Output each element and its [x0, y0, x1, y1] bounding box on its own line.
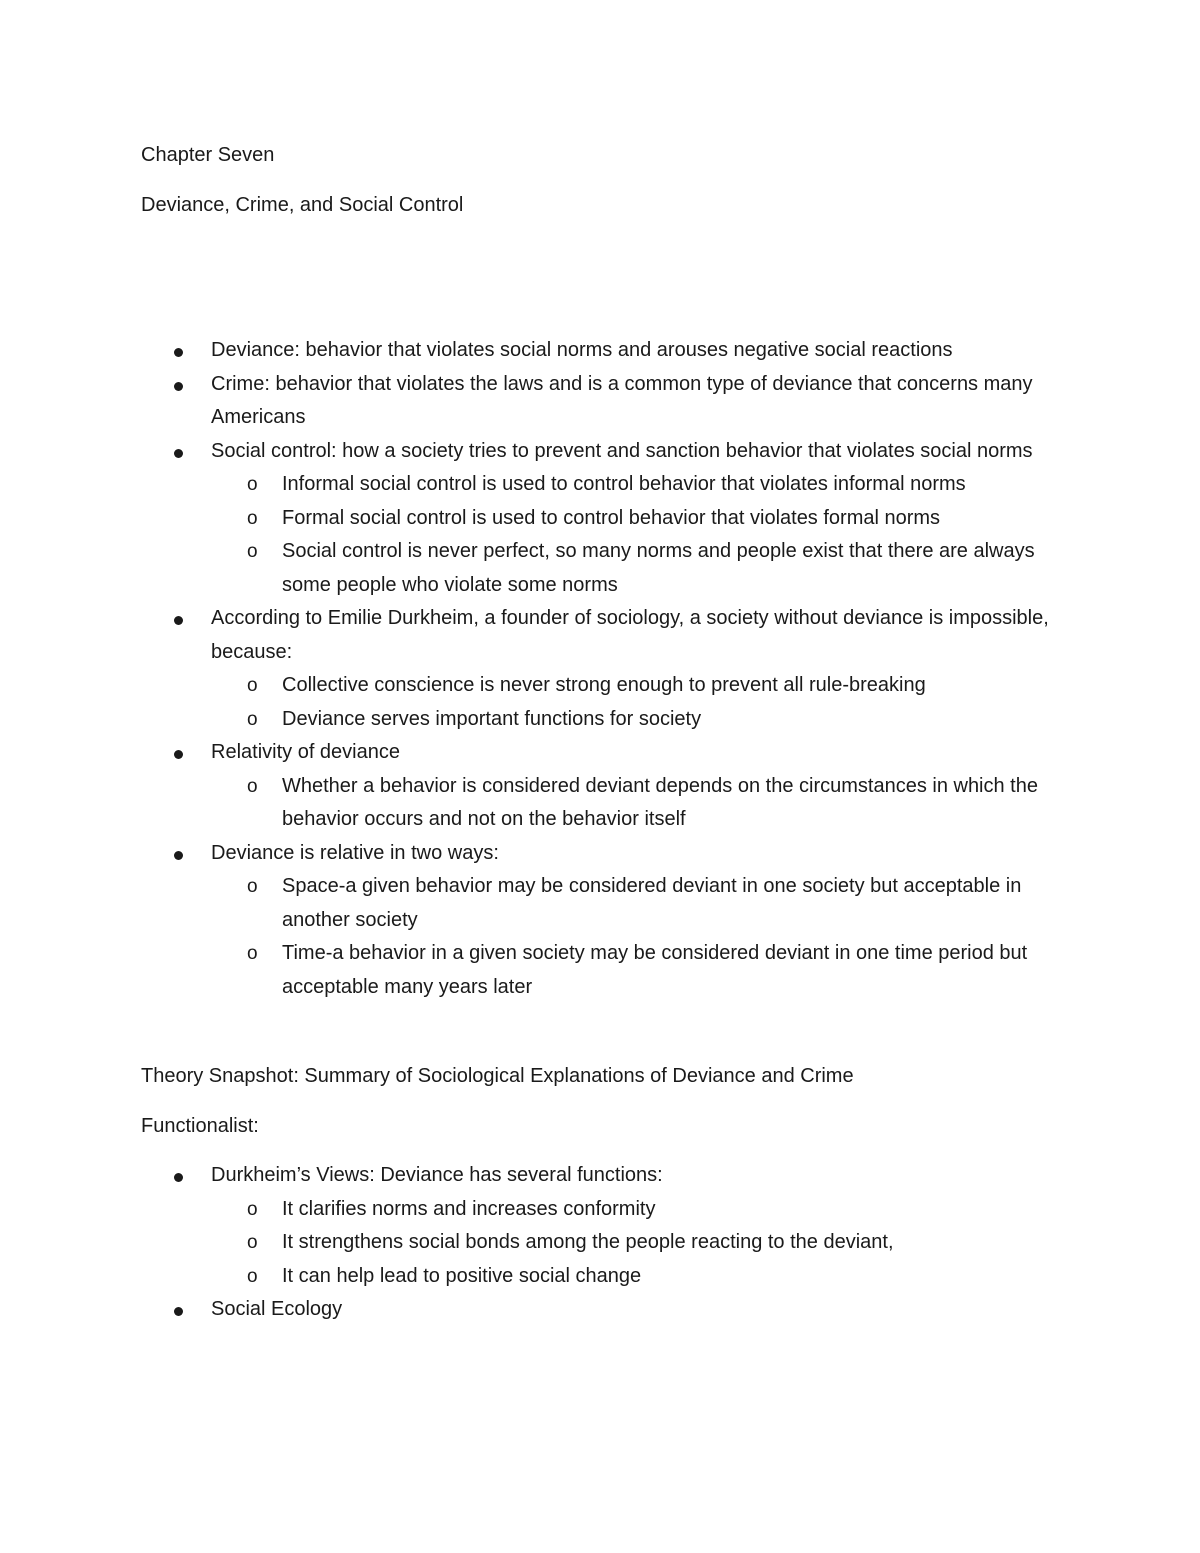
hollow-bullet-icon: o [247, 775, 258, 797]
sub-list [211, 770, 1061, 837]
section-heading: Theory Snapshot: Summary of Sociological Explanations of Deviance and Crime [141, 1065, 854, 1087]
list-item: Relativity of deviance o Whether a behavior is considered deviant depends on the circumstances in which the behavior occurs and not on the behavior itself [141, 736, 1061, 837]
list-item: Deviance is relative in two ways: o Space-a given behavior may be considered deviant in one society but acceptable in another society o Time-a behavior in a given society may be considered deviant in one time period but acceptable many years later [141, 837, 1061, 1005]
sub-list-item: o It clarifies norms and increases conformity [211, 1193, 1061, 1227]
sub-list-item: o It can help lead to positive social change [211, 1260, 1061, 1294]
sub-list-item: o Formal social control is used to control behavior that violates formal norms [211, 502, 1061, 536]
sub-list-item: o Informal social control is used to control behavior that violates informal norms [211, 468, 1061, 502]
hollow-bullet-icon: o [247, 474, 258, 495]
sub-list-item: o Time-a behavior in a given society may be considered deviant in one time period but acceptable many years later [211, 937, 1061, 1004]
hollow-bullet-icon: o [247, 1265, 258, 1287]
bullet-icon [174, 1307, 183, 1316]
bullet-icon [174, 382, 183, 391]
spacer [141, 1094, 1061, 1110]
document-page [141, 139, 1061, 1327]
hollow-bullet-icon: o [247, 1232, 258, 1253]
bullet-icon [174, 616, 183, 625]
hollow-bullet-icon: o [247, 943, 258, 964]
bullet-icon [174, 750, 183, 759]
list-item: Durkheim’s Views: Deviance has several functions: o It clarifies norms and increases conformity o It strengthens social bonds among the people reacting to the deviant, o It can help lead to positive social change [141, 1159, 1061, 1293]
hollow-bullet-icon: o [247, 876, 258, 897]
spacer [141, 1143, 1061, 1159]
chapter-title: Chapter Seven [141, 144, 275, 166]
hollow-bullet-icon: o [247, 1198, 258, 1220]
hollow-bullet-icon: o [247, 708, 258, 730]
sub-list [211, 669, 1061, 736]
list-item: Social control: how a society tries to prevent and sanction behavior that violates social norms o Informal social control is used to control behavior that violates informal norms o Formal social control is used to control behavior that violates formal norms o Social control is never perfect, so many norms and people exist that there are always some people who violate some norms [141, 435, 1061, 603]
bullet-icon [174, 348, 183, 357]
sub-list-item: o Deviance serves important functions for society [211, 703, 1061, 737]
sub-list-item: o Space-a given behavior may be considered deviant in one society but acceptable in another society [211, 870, 1061, 937]
bullet-icon [174, 449, 183, 458]
list-item: According to Emilie Durkheim, a founder of sociology, a society without deviance is impossible, because: o Collective conscience is never strong enough to prevent all rule-breaking o Deviance serves important functions for society [141, 602, 1061, 736]
list-item: Deviance: behavior that violates social norms and arouses negative social reactions [141, 334, 1061, 368]
sub-list-item: o Whether a behavior is considered deviant depends on the circumstances in which the behavior occurs and not on the behavior itself [211, 770, 1061, 837]
sub-list-item: o It strengthens social bonds among the people reacting to the deviant, [211, 1226, 1061, 1260]
bullet-icon [174, 1173, 183, 1182]
list-item: Social Ecology [141, 1293, 1061, 1327]
spacer [141, 1004, 1061, 1060]
sub-list-item: o Collective conscience is never strong enough to prevent all rule-breaking [211, 669, 1061, 703]
sub-list-item: o Social control is never perfect, so many norms and people exist that there are always some people who violate some norms [211, 535, 1061, 602]
bullet-icon [174, 851, 183, 860]
hollow-bullet-icon: o [247, 507, 258, 529]
section1-bullet-list [141, 334, 1061, 1004]
sub-list [211, 1193, 1061, 1294]
hollow-bullet-icon: o [247, 541, 258, 562]
section2-bullet-list [141, 1159, 1061, 1327]
section-subheading: Functionalist: [141, 1114, 259, 1137]
spacer [141, 173, 1061, 189]
hollow-bullet-icon: o [247, 675, 258, 696]
spacer [141, 222, 1061, 334]
sub-list [211, 468, 1061, 602]
list-item: Crime: behavior that violates the laws and is a common type of deviance that concerns many Americans [141, 368, 1061, 435]
chapter-subtitle: Deviance, Crime, and Social Control [141, 193, 464, 216]
sub-list [211, 870, 1061, 1004]
